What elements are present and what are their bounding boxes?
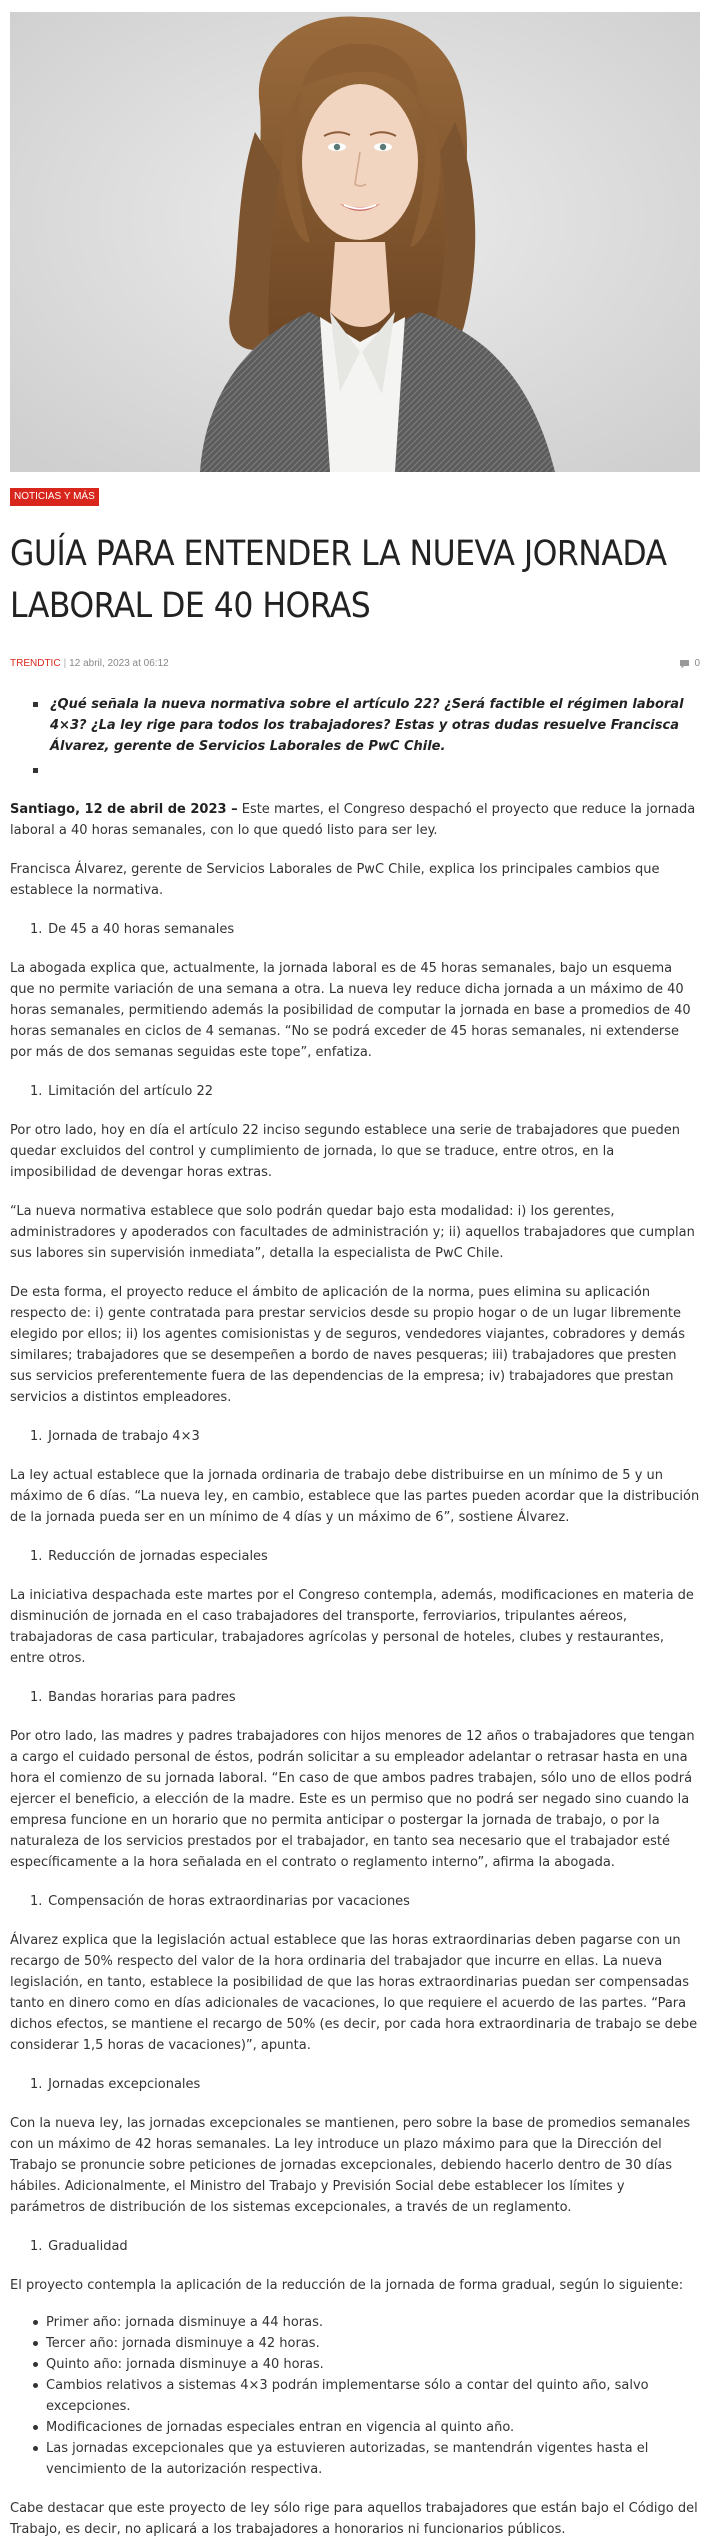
publish-date: 12 abril, 2023 at 06:12 xyxy=(69,658,169,669)
section-heading-list xyxy=(10,1891,700,1912)
article-meta xyxy=(10,656,700,672)
gradual-step-item: Primer año: jornada disminuye a 44 horas. xyxy=(46,2312,700,2333)
section-paragraph: Por otro lado, las madres y padres trabajadores con hijos menores de 12 años o trabajadores que tengan a cargo el cuidado personal de éstos, podrán solicitar a su empleador adelantar o retrasar hasta en una hora el comienzo de su jornada laboral. “En caso de que ambos padres trabajen, sólo uno de ellos podrá ejercer el beneficio, a elección de la madre. Este es un permiso que no podrá ser negado sino cuando la empresa funcione en un horario que no permita anticipar o postergar la jornada de trabajo, o por la naturaleza de los servicios prestados por el trabajador, en tanto sea necesario que el trabajador esté específicamente a la hora señalada en el contrato o reglamento interno”, afirma la abogada. xyxy=(10,1729,695,1870)
section-paragraph: El proyecto contempla la aplicación de la reducción de la jornada de forma gradual, según lo siguiente: xyxy=(10,2278,684,2293)
section-heading-text: Reducción de jornadas especiales xyxy=(48,1549,268,1564)
category-badge[interactable]: NOTICIAS Y MÁS xyxy=(10,488,99,506)
alvarez-paragraph: Francisca Álvarez, gerente de Servicios Laborales de PwC Chile, explica los principales cambios que establece la normativa. xyxy=(10,862,660,898)
section-heading-list xyxy=(10,1426,700,1447)
section-heading-text: Gradualidad xyxy=(48,2239,128,2254)
summary-item: ¿Qué señala la nueva normativa sobre el artículo 22? ¿Será factible el régimen laboral 4×3? ¿La ley rige para todos los trabajadores? Estas y otras dudas resuelve Francisca Álvarez, gerente de Servicios Laborales de PwC Chile. xyxy=(50,694,700,757)
gradual-step-item: Cambios relativos a sistemas 4×3 podrán implementarse sólo a contar del quinto año, salvo excepciones. xyxy=(46,2375,700,2417)
section-heading-list xyxy=(10,1081,700,1102)
gradual-step-item: Quinto año: jornada disminuye a 40 horas. xyxy=(46,2354,700,2375)
section-heading-text: Limitación del artículo 22 xyxy=(48,1084,214,1099)
section-paragraph: “La nueva normativa establece que solo podrán quedar bajo esta modalidad: i) los gerentes, administradores y apoderados con facultades de administración y; ii) aquellos trabajadores que cumplan sus labores sin supervisión inmediata”, detalla la especialista de PwC Chile. xyxy=(10,1204,695,1261)
intro-text: Este martes, el Congreso despachó el proyecto que reduce la jornada laboral a 40 horas semanales, con lo que quedó listo para ser ley. xyxy=(10,802,696,838)
section-paragraph: Con la nueva ley, las jornadas excepcionales se mantienen, pero sobre la base de promedios semanales con un máximo de 42 horas semanales. La ley introduce un plazo máximo para que la Dirección del Trabajo se pronuncie sobre peticiones de jornadas excepcionales, debiendo hacerlo dentro de 30 días hábiles. Adicionalmente, el Ministro del Trabajo y Previsión Social debe establecer los límites y parámetros de distribución de los sistemas excepcionales, a través de un reglamento. xyxy=(10,2116,691,2215)
section-number: 1. xyxy=(30,2239,43,2254)
section-number: 1. xyxy=(30,922,43,937)
gradual-steps-list xyxy=(10,2312,700,2480)
section-heading-list xyxy=(10,919,700,940)
section-paragraph: Álvarez explica que la legislación actual establece que las horas extraordinarias deben pagarse con un recargo de 50% respecto del valor de la hora ordinaria del trabajador que incurre en ellas. La nueva legislación, en tanto, establece la posibilidad de que las horas extraordinarias puedan ser compensadas tanto en dinero como en días adicionales de vacaciones, lo que requiere el acuerdo de las partes. “Para dichos efectos, se mantiene el recargo de 50% (es decir, por cada hora extraordinaria de trabajo se debe considerar 1,5 horas de vacaciones)”, apunta. xyxy=(10,1933,698,2053)
section-number: 1. xyxy=(30,1429,43,1444)
section-paragraph: La iniciativa despachada este martes por el Congreso contempla, además, modificaciones en materia de disminución de jornada en el caso trabajadores del transporte, ferroviarios, tripulantes aéreos, trabajadoras de casa particular, trabajadores agrícolas y personal de hoteles, clubes y restaurantes, entre otros. xyxy=(10,1588,694,1666)
section-heading-list xyxy=(10,1546,700,1567)
section-heading-text: Bandas horarias para padres xyxy=(48,1690,236,1705)
section-paragraph: Por otro lado, hoy en día el artículo 22 inciso segundo establece una serie de trabajadores que pueden quedar excluidos del control y cumplimiento de jornada, lo que se traduce, entre otros, en la imposibilidad de devengar horas extras. xyxy=(10,1123,680,1180)
section-heading xyxy=(30,1546,700,1567)
intro-paragraph xyxy=(10,799,700,841)
section-heading xyxy=(30,2074,700,2095)
section-number: 1. xyxy=(30,1894,43,1909)
section-heading xyxy=(30,1891,700,1912)
section-paragraph: La abogada explica que, actualmente, la jornada laboral es de 45 horas semanales, bajo un esquema que no permite variación de una semana a otra. La nueva ley reduce dicha jornada a un máximo de 40 horas semanales, permitiendo además la posibilidad de computar la jornada en base a promedios de 40 horas semanales en ciclos de 4 semanas. “No se podrá exceder de 45 horas semanales, ni extenderse por más de dos semanas seguidas este tope”, enfatiza. xyxy=(10,961,691,1060)
section-heading xyxy=(30,1426,700,1447)
section-heading xyxy=(30,2236,700,2257)
section-heading-list xyxy=(10,2236,700,2257)
section-heading-text: De 45 a 40 horas semanales xyxy=(48,922,235,937)
section-heading-list xyxy=(10,2074,700,2095)
summary-item-empty xyxy=(50,760,700,781)
section-heading xyxy=(30,1687,700,1708)
section-paragraph: La ley actual establece que la jornada ordinaria de trabajo debe distribuirse en un mínimo de 5 y un máximo de 6 días. “La nueva ley, en cambio, establece que las partes pueden acordar que la distribución de la jornada pueda ser en un mínimo de 4 días y un máximo de 6”, sostiene Álvarez. xyxy=(10,1468,700,1525)
comment-icon xyxy=(679,659,690,669)
hero-photo xyxy=(10,12,700,472)
summary-list xyxy=(10,694,700,781)
section-heading-list xyxy=(10,1687,700,1708)
section-number: 1. xyxy=(30,2077,43,2092)
section-heading xyxy=(30,1081,700,1102)
section-heading-text: Jornadas excepcionales xyxy=(48,2077,201,2092)
author-link[interactable]: TRENDTIC xyxy=(10,658,61,669)
section-number: 1. xyxy=(30,1084,43,1099)
meta-separator: | xyxy=(63,658,67,669)
comments-link[interactable] xyxy=(679,656,700,672)
section-heading-text: Compensación de horas extraordinarias por vacaciones xyxy=(48,1894,410,1909)
gradual-step-item: Las jornadas excepcionales que ya estuvieren autorizadas, se mantendrán vigentes hasta el vencimiento de la autorización respectiva. xyxy=(46,2438,700,2480)
article-sections xyxy=(10,919,700,2296)
section-heading-text: Jornada de trabajo 4×3 xyxy=(48,1429,200,1444)
section-number: 1. xyxy=(30,1690,43,1705)
section-number: 1. xyxy=(30,1549,43,1564)
article-title: GUÍA PARA ENTENDER LA NUEVA JORNADA LABORAL DE 40 HORAS xyxy=(10,534,667,626)
dateline: Santiago, 12 de abril de 2023 – xyxy=(10,802,238,817)
comments-count: 0 xyxy=(694,658,700,669)
gradual-step-item: Tercer año: jornada disminuye a 42 horas. xyxy=(46,2333,700,2354)
closing-paragraph: Cabe destacar que este proyecto de ley sólo rige para aquellos trabajadores que están bajo el Código del Trabajo, es decir, no aplicará a los trabajadores a honorarios ni funcionarios públicos. xyxy=(10,2501,698,2537)
gradual-step-item: Modificaciones de jornadas especiales entran en vigencia al quinto año. xyxy=(46,2417,700,2438)
portrait-image xyxy=(10,12,700,472)
section-heading xyxy=(30,919,700,940)
section-paragraph: De esta forma, el proyecto reduce el ámbito de aplicación de la norma, pues elimina su aplicación respecto de: i) gente contratada para prestar servicios desde su propio hogar o de un lugar libremente elegido por ellos; ii) los agentes comisionistas y de seguros, vendedores viajantes, cobradores y demás similares; trabajadores que se desempeñen a bordo de naves pesqueras; iii) trabajadores que presten sus servicios preferentemente fuera de las dependencias de la empresa; iv) trabajadores que prestan servicios a distintos empleadores. xyxy=(10,1285,686,1405)
